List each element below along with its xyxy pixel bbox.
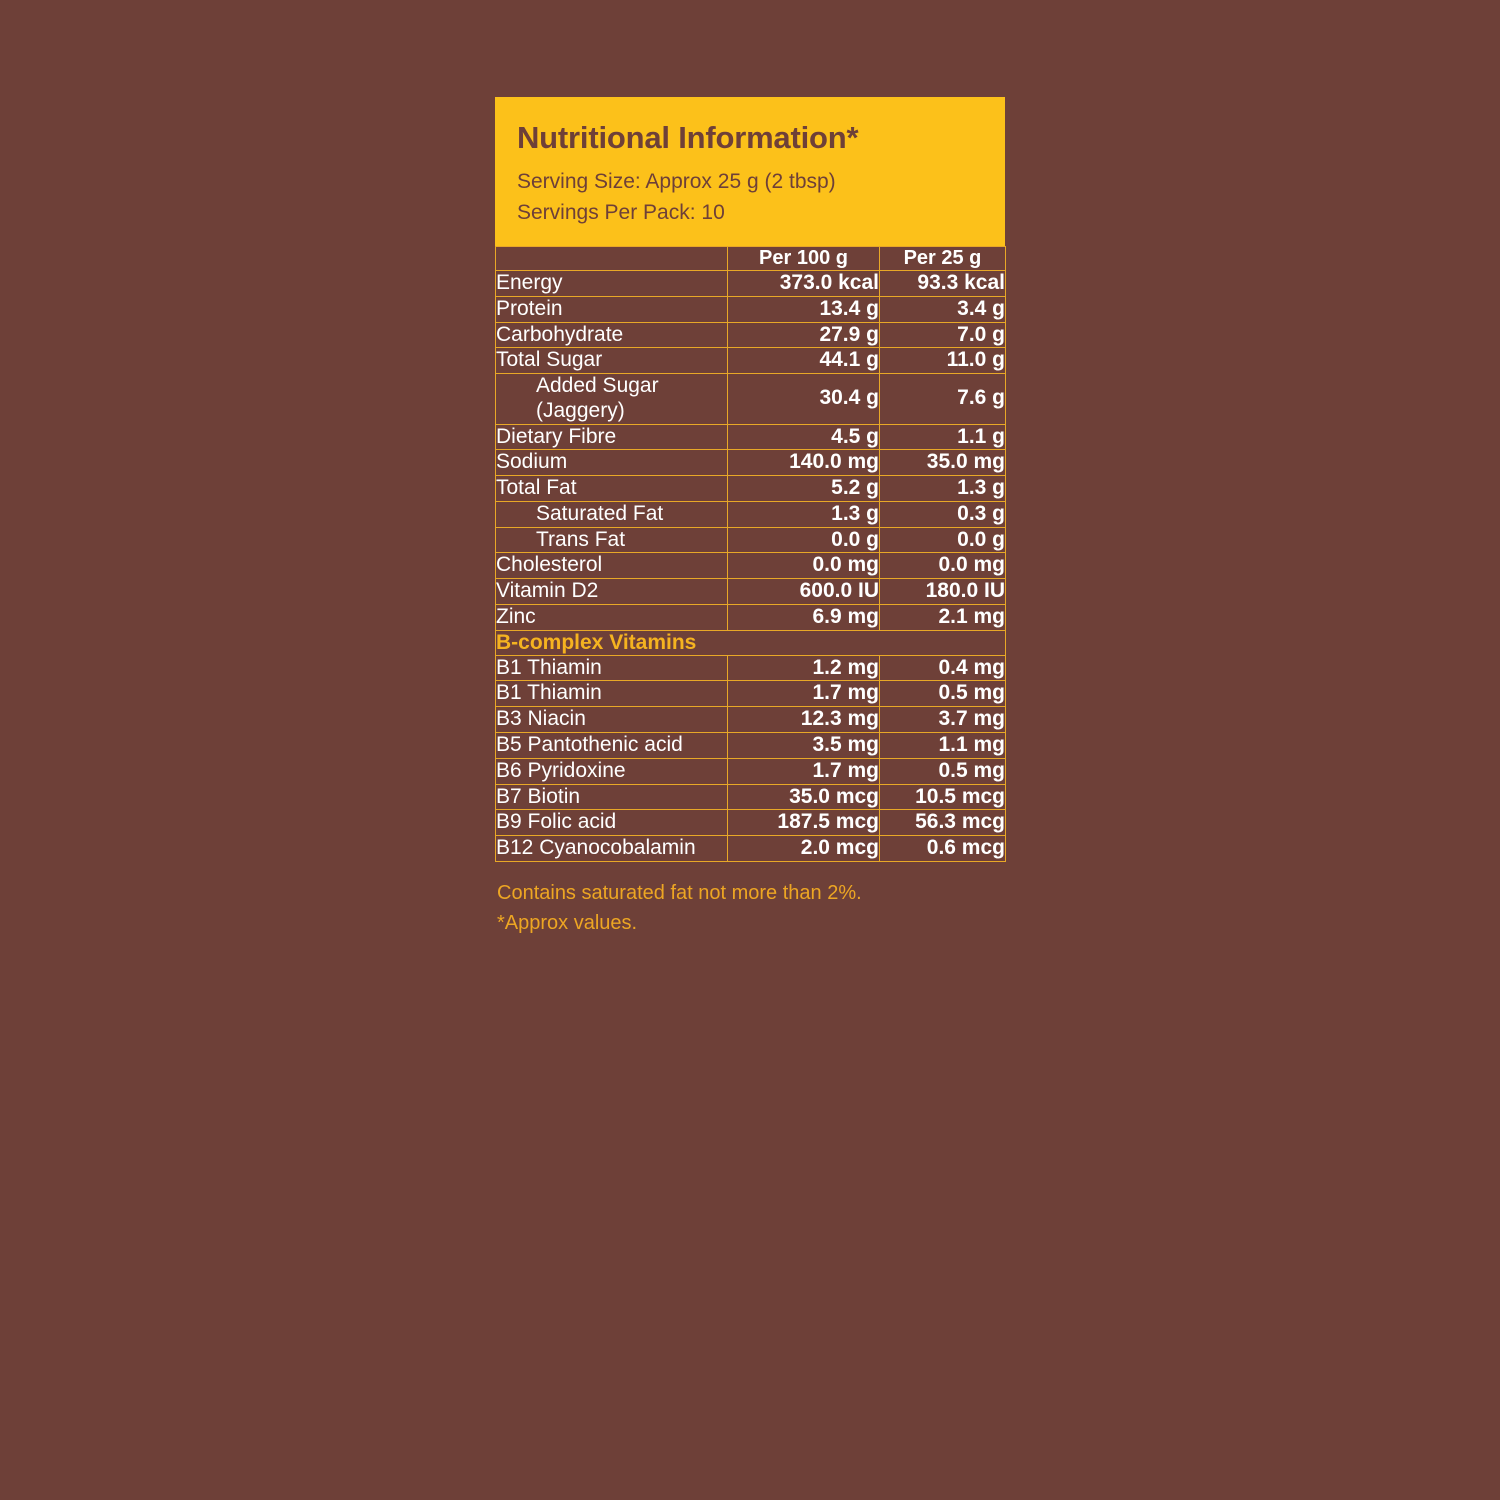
value-per-100g: 27.9 g <box>728 322 880 348</box>
value-per-25g: 0.3 g <box>880 501 1006 527</box>
column-header-per-25g: Per 25 g <box>880 246 1006 270</box>
value-per-25g: 56.3 mcg <box>880 810 1006 836</box>
nutrient-name: B6 Pyridoxine <box>496 758 728 784</box>
nutrient-name: Cholesterol <box>496 553 728 579</box>
table-section-header <box>496 630 1006 655</box>
nutrient-name: Protein <box>496 296 728 322</box>
nutrition-panel <box>495 97 1005 938</box>
section-label-b-complex-vitamins: B-complex Vitamins <box>496 630 1006 655</box>
nutrient-name: B7 Biotin <box>496 784 728 810</box>
value-per-100g: 3.5 mg <box>728 732 880 758</box>
nutrient-name: Added Sugar (Jaggery) <box>496 374 728 425</box>
value-per-100g: 1.2 mg <box>728 655 880 681</box>
table-header-row <box>496 246 1006 270</box>
value-per-25g: 3.4 g <box>880 296 1006 322</box>
value-per-25g: 2.1 mg <box>880 604 1006 630</box>
value-per-100g: 13.4 g <box>728 296 880 322</box>
value-per-100g: 140.0 mg <box>728 450 880 476</box>
servings-per-pack-text: Servings Per Pack: 10 <box>517 200 725 224</box>
value-per-25g: 0.5 mg <box>880 681 1006 707</box>
nutrient-name: Zinc <box>496 604 728 630</box>
table-row <box>496 681 1006 707</box>
nutrient-name: Vitamin D2 <box>496 579 728 605</box>
column-header-nutrient <box>496 246 728 270</box>
value-per-25g: 0.4 mg <box>880 655 1006 681</box>
value-per-100g: 30.4 g <box>728 374 880 425</box>
value-per-100g: 5.2 g <box>728 476 880 502</box>
table-row <box>496 348 1006 374</box>
nutrient-name: B1 Thiamin <box>496 655 728 681</box>
value-per-25g: 0.6 mcg <box>880 836 1006 862</box>
nutrient-name: Total Sugar <box>496 348 728 374</box>
table-row <box>496 732 1006 758</box>
table-row <box>496 553 1006 579</box>
value-per-100g: 187.5 mcg <box>728 810 880 836</box>
nutrient-name: B12 Cyanocobalamin <box>496 836 728 862</box>
value-per-25g: 1.3 g <box>880 476 1006 502</box>
value-per-100g: 600.0 IU <box>728 579 880 605</box>
value-per-100g: 1.7 mg <box>728 681 880 707</box>
value-per-100g: 2.0 mcg <box>728 836 880 862</box>
value-per-25g: 7.0 g <box>880 322 1006 348</box>
value-per-25g: 0.5 mg <box>880 758 1006 784</box>
nutrition-header <box>495 97 1005 246</box>
table-row <box>496 784 1006 810</box>
table-row <box>496 322 1006 348</box>
table-row <box>496 579 1006 605</box>
value-per-100g: 6.9 mg <box>728 604 880 630</box>
nutrient-name: B1 Thiamin <box>496 681 728 707</box>
nutrient-name: Total Fat <box>496 476 728 502</box>
table-row <box>496 374 1006 425</box>
table-row <box>496 424 1006 450</box>
table-row <box>496 836 1006 862</box>
value-per-100g: 4.5 g <box>728 424 880 450</box>
table-row <box>496 707 1006 733</box>
value-per-25g: 10.5 mcg <box>880 784 1006 810</box>
footnote-approx-values: *Approx values. <box>497 911 638 934</box>
value-per-25g: 93.3 kcal <box>880 270 1006 296</box>
footnote-saturated-fat: Contains saturated fat not more than 2%. <box>497 881 862 904</box>
serving-size-text: Serving Size: Approx 25 g (2 tbsp) <box>517 170 836 194</box>
table-row <box>496 527 1006 553</box>
column-header-per-100g: Per 100 g <box>728 246 880 270</box>
nutrient-name: Saturated Fat <box>496 501 728 527</box>
value-per-100g: 44.1 g <box>728 348 880 374</box>
value-per-25g: 0.0 mg <box>880 553 1006 579</box>
table-row <box>496 270 1006 296</box>
value-per-100g: 0.0 g <box>728 527 880 553</box>
table-row <box>496 450 1006 476</box>
nutrient-name: B5 Pantothenic acid <box>496 732 728 758</box>
value-per-100g: 1.3 g <box>728 501 880 527</box>
nutrient-name: Trans Fat <box>496 527 728 553</box>
table-row <box>496 476 1006 502</box>
value-per-25g: 7.6 g <box>880 374 1006 425</box>
value-per-25g: 3.7 mg <box>880 707 1006 733</box>
nutrient-name: Energy <box>496 270 728 296</box>
value-per-100g: 373.0 kcal <box>728 270 880 296</box>
page-title: Nutritional Information* <box>517 120 859 155</box>
table-row <box>496 604 1006 630</box>
table-row <box>496 655 1006 681</box>
value-per-25g: 35.0 mg <box>880 450 1006 476</box>
table-row <box>496 810 1006 836</box>
nutrient-name: B3 Niacin <box>496 707 728 733</box>
nutrient-name: B9 Folic acid <box>496 810 728 836</box>
value-per-100g: 35.0 mcg <box>728 784 880 810</box>
table-row <box>496 501 1006 527</box>
nutrition-table <box>495 246 1006 862</box>
value-per-25g: 180.0 IU <box>880 579 1006 605</box>
value-per-25g: 11.0 g <box>880 348 1006 374</box>
nutrient-name: Sodium <box>496 450 728 476</box>
value-per-100g: 12.3 mg <box>728 707 880 733</box>
table-row <box>496 758 1006 784</box>
value-per-25g: 0.0 g <box>880 527 1006 553</box>
value-per-100g: 1.7 mg <box>728 758 880 784</box>
value-per-25g: 1.1 mg <box>880 732 1006 758</box>
footnotes <box>495 878 1005 938</box>
nutrient-name: Carbohydrate <box>496 322 728 348</box>
value-per-25g: 1.1 g <box>880 424 1006 450</box>
table-row <box>496 296 1006 322</box>
value-per-100g: 0.0 mg <box>728 553 880 579</box>
nutrient-name: Dietary Fibre <box>496 424 728 450</box>
